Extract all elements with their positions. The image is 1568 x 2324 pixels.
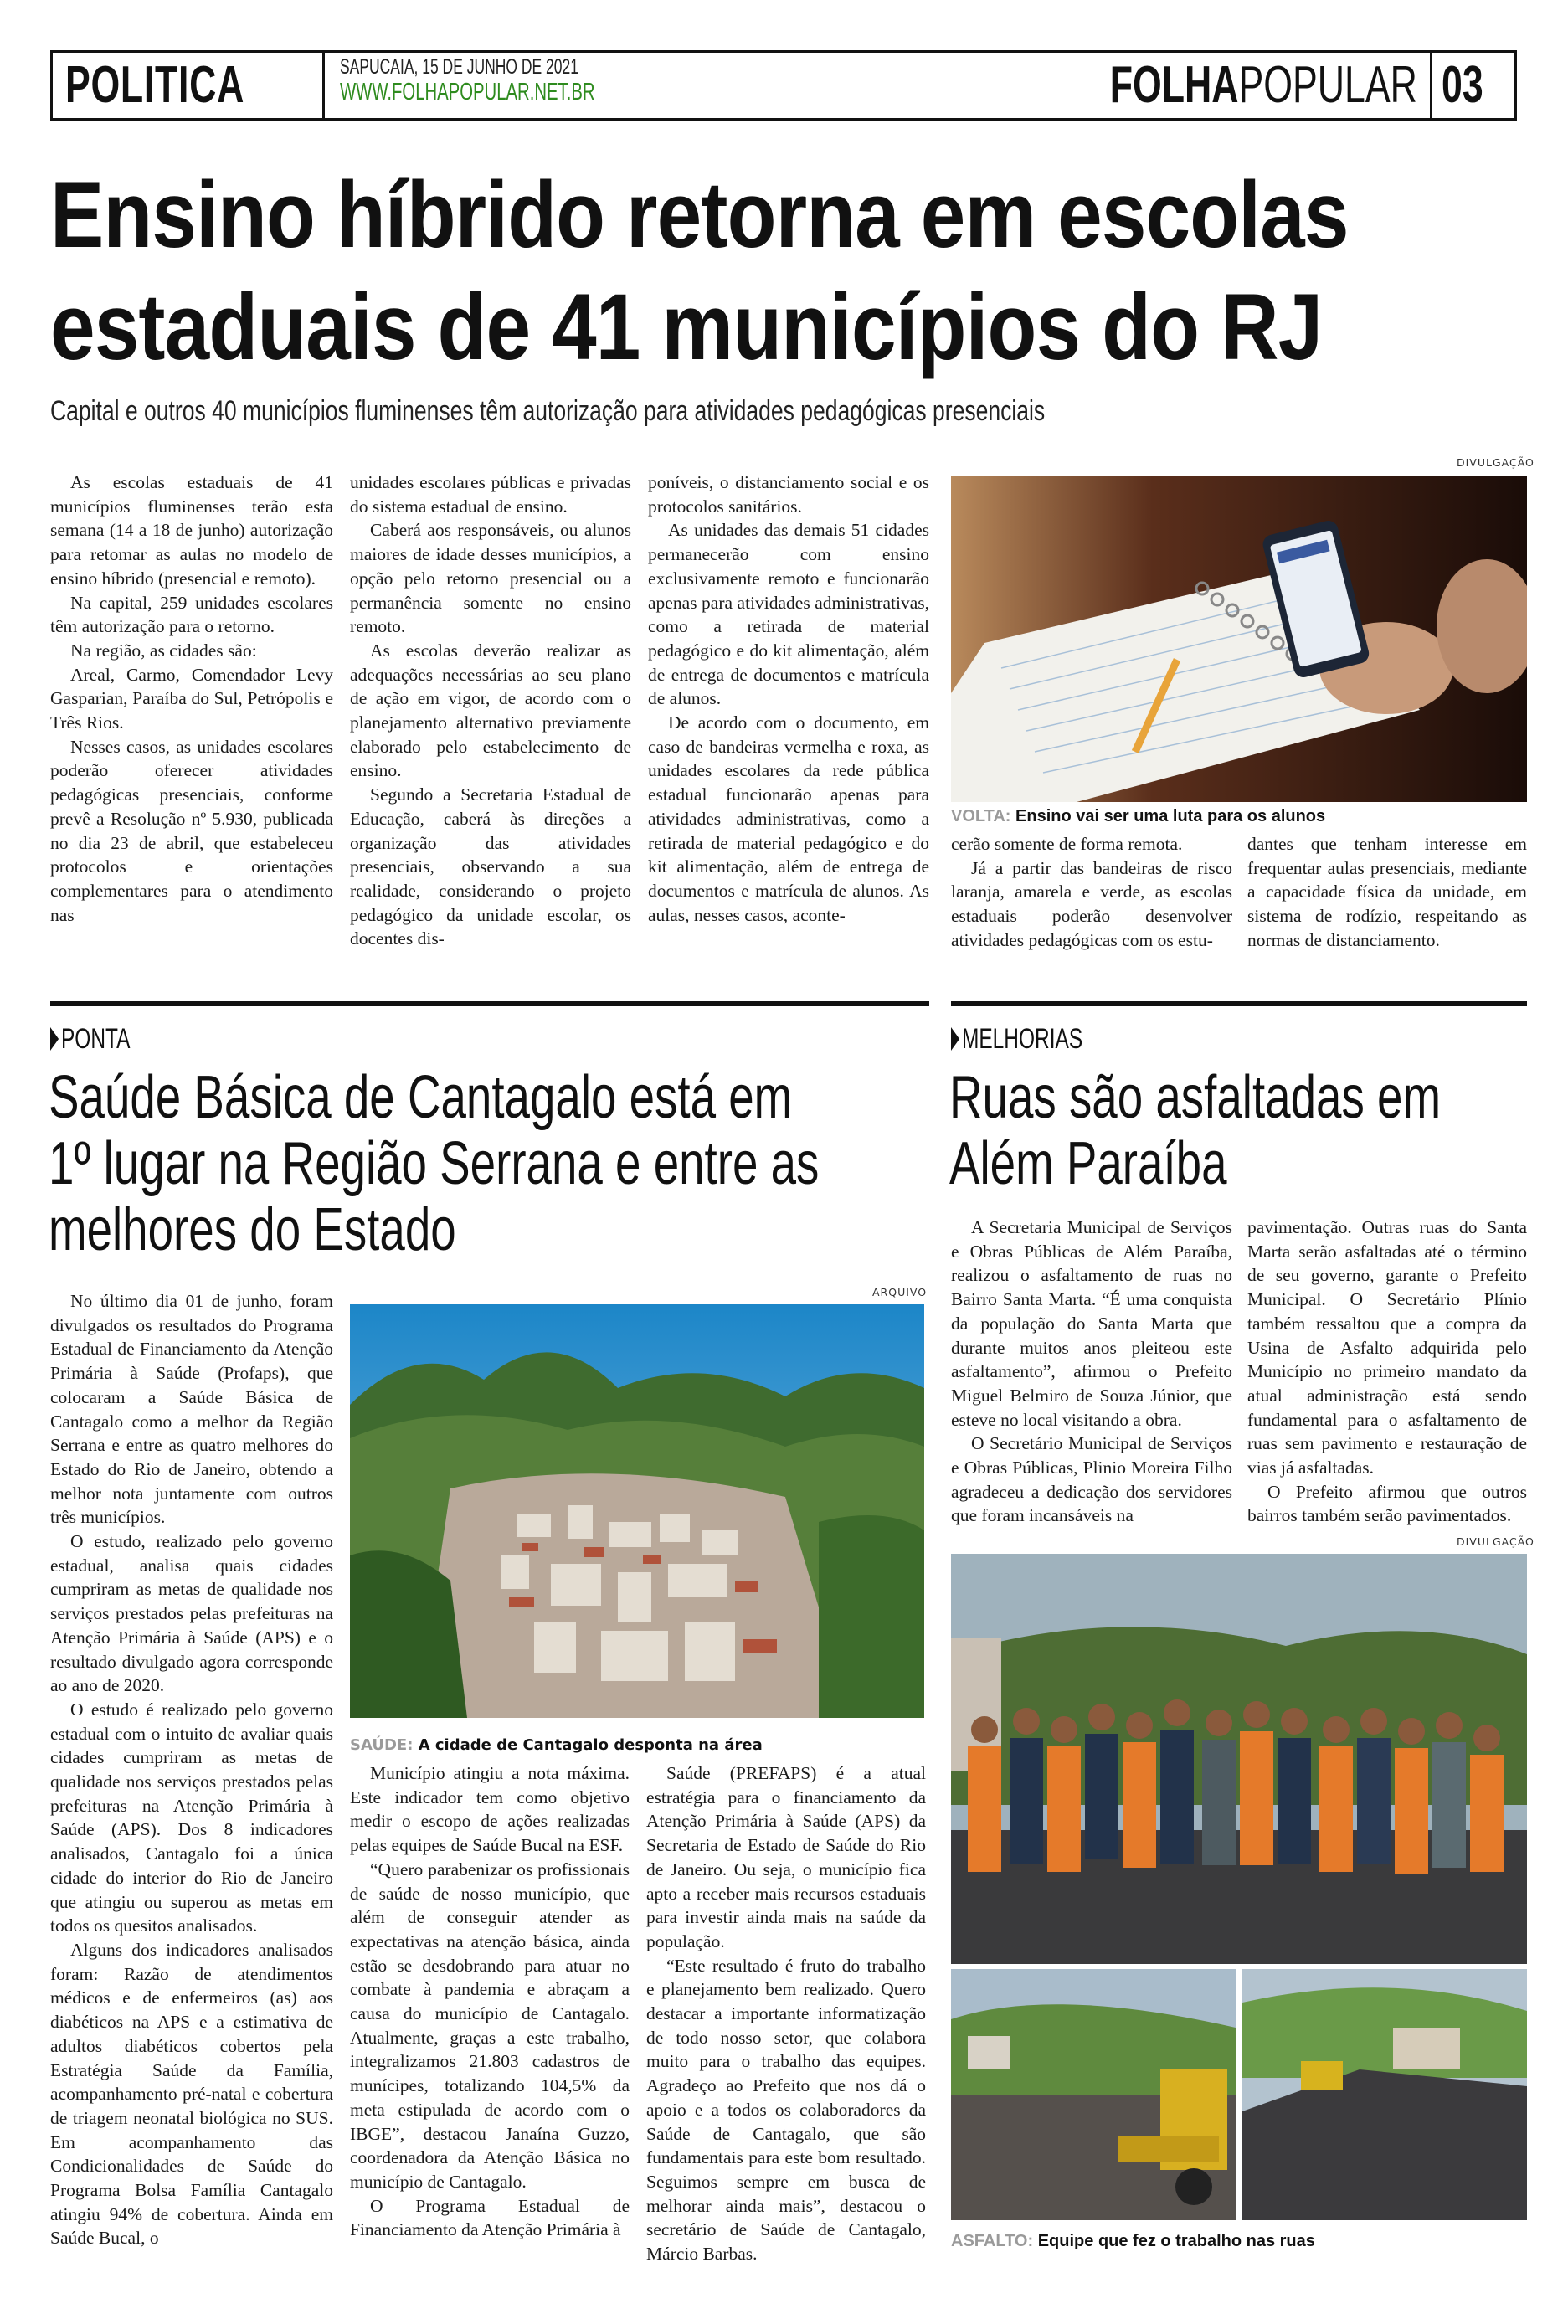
caption-text: Ensino vai ser uma luta para os alunos xyxy=(1015,807,1326,825)
triangle-icon xyxy=(50,1027,59,1051)
paragraph: “Este resultado é fruto do trabalho e planejamento bem realizado. Quero destacar a importante informatização de todo nosso setor, que colabora muito para o trabalho das equipes. Agradeço ao Prefeito que nos dá o apoio e a todos os colaboradores da Saúde de Cantagalo, que são fundamentais para este bom resultado. Seguimos sempre em busca de melhorar ainda mais”, destacou o secretário de Saúde de Cantagalo, Márcio Barbas. xyxy=(646,1955,926,2265)
masthead-url[interactable]: WWW.FOLHAPOPULAR.NET.BR xyxy=(340,79,595,105)
melhorias-photo-caption xyxy=(951,2232,1315,2251)
paragraph: O Secretário Municipal de Serviços e Obras Públicas, Plinio Moreira Filho agradeceu a dedicação dos servidores que foram incansáveis na xyxy=(951,1433,1232,1526)
paragraph: dantes que tenham interesse em frequentar aulas presenciais, mediante a capacidade física da unidade, em sistema de rodízio, respeitando as normas de distanciamento. xyxy=(1247,834,1527,950)
lead-headline-line: Ensino híbrido retorna em escolas xyxy=(50,162,1349,267)
kicker-ponta xyxy=(50,1023,130,1056)
lead-headline xyxy=(50,159,1349,383)
paragraph: Na capital, 259 unidades escolares têm autorização para o retorno. xyxy=(50,592,333,637)
paragraph: Caberá aos responsáveis, ou alunos maiores de idade desses municípios, a opção pelo retorno presencial ou a permanência somente no ensino remoto. xyxy=(350,520,631,637)
paragraph: poníveis, o distanciamento social e os protocolos sanitários. xyxy=(648,472,929,517)
paragraph: Segundo a Secretaria Estadual de Educação, caberá às direções a organização das atividades presenciais, observando a sua realidade, considerando o projeto pedagógico da unidade escolar, os docentes dis- xyxy=(350,784,631,949)
paragraph: De acordo com o documento, em caso de bandeiras vermelha e roxa, as unidades escolares da rede pública estadual funcionarão apenas para atividades administrativas, como a retirada de material pedagógico e do kit alimentação, além de entrega de documentos e matrícula de alunos. As aulas, nesses casos, aconte- xyxy=(648,712,929,925)
lead-column-1 xyxy=(50,470,333,927)
melhorias-column-1 xyxy=(951,1216,1232,1528)
paragraph: As unidades das demais 51 cidades permanecerão com ensino exclusivamente remoto e funcionarão apenas para atividades administrativas, como a retirada de material pedagógico e do kit alimentação, além de entrega de documentos e matrícula de alunos. xyxy=(648,520,929,709)
grader-machine-photo xyxy=(951,1969,1236,2220)
lead-photo-caption xyxy=(951,807,1325,826)
aerial-city-photo xyxy=(350,1304,924,1718)
paragraph: Saúde (PREFAPS) é a atual estratégia para o financiamento da Atenção Primária à Saúde (APS) da Secretaria de Estado de Saúde do Rio de Janeiro. Ou seja, o município fica apto a receber mais recursos estaduais para investir ainda mais na saúde da população. xyxy=(646,1763,926,1951)
paragraph: O estudo é realizado pelo governo estadual com o intuito de avaliar quais cidades cumpriram as metas de qualidade nos serviços prestados pelas prefeituras na Atenção Primária à Saúde (APS). Dos 8 indicadores analisados, Cantagalo foi a única cidade do interior do Rio de Janeiro que atingiu ou superou as metas em todos os quesitos analisados. xyxy=(50,1699,333,1936)
section-name: POLITICA xyxy=(65,56,245,114)
caption-text: Equipe que fez o trabalho nas ruas xyxy=(1037,2232,1315,2250)
melhorias-column-2 xyxy=(1247,1216,1527,1528)
paragraph: unidades escolares públicas e privadas do sistema estadual de ensino. xyxy=(350,472,631,517)
paragraph: O estudo, realizado pelo governo estadual, analisa quais cidades cumpriram as metas de qualidade nos serviços prestados pelas prefeituras na Atenção Primária à Saúde (APS) e o resultado divulgado agora corresponde ao ano de 2020. xyxy=(50,1531,333,1696)
headline-line: Ruas são asfaltadas em xyxy=(949,1064,1442,1131)
paragraph: Já a partir das bandeiras de risco laranja, amarela e verde, as escolas estaduais poderão desenvolver atividades pedagógicas com os estu- xyxy=(951,857,1232,950)
paragraph: cerão somente de forma remota. xyxy=(951,834,1183,854)
masthead-date: SAPUCAIA, 15 DE JUNHO DE 2021 xyxy=(340,55,578,79)
masthead-divider xyxy=(322,50,325,121)
logo-bold: FOLHA xyxy=(1109,56,1239,114)
paragraph: Areal, Carmo, Comendador Levy Gasparian, Paraíba do Sul, Petrópolis e Três Rios. xyxy=(50,664,333,733)
paragraph: Nesses casos, as unidades escolares poderão oferecer atividades pedagógicas presenciais, conforme prevê a Resolução nº 5.930, publicada no dia 23 de abril, que estabeleceu protocolos e orientações complementares para o atendimento nas xyxy=(50,736,333,925)
paragraph: pavimentação. Outras ruas do Santa Marta serão asfaltadas até o término de seu governo, garante o Prefeito Municipal. O Secretário Plínio também ressaltou que a compra da Usina de Asfalto adquirida pelo Município no primeiro mandato da atual administração está sendo fundamental para o asfaltamento de ruas sem pavimento e restauração de vias já asfaltadas. xyxy=(1247,1217,1527,1478)
kicker-text: PONTA xyxy=(60,1023,131,1055)
logo-light: POPULAR xyxy=(1238,56,1417,114)
caption-tag: SAÚDE: xyxy=(350,1736,414,1754)
paragraph: As escolas estaduais de 41 municípios fluminenses terão esta semana (14 a 18 de junho) autorização para retomar as aulas no modelo de ensino híbrido (presencial e remoto). xyxy=(50,472,333,589)
kicker-text: MELHORIAS xyxy=(961,1023,1083,1055)
ponta-headline xyxy=(49,1065,819,1263)
headline-line: melhores do Estado xyxy=(49,1196,456,1263)
paragraph: Na região, as cidades são: xyxy=(70,640,257,661)
phone-notebook-photo xyxy=(951,476,1527,802)
lead-column-5 xyxy=(1247,832,1527,953)
lead-column-2 xyxy=(350,470,631,951)
paragraph: O Prefeito afirmou que outros bairros também serão pavimentados. xyxy=(1247,1481,1527,1526)
photo-credit: DIVULGAÇÃO xyxy=(1457,456,1535,469)
ponta-column-2 xyxy=(350,1761,630,2242)
lead-photo xyxy=(951,476,1527,802)
paragraph: O Programa Estadual de Financiamento da Atenção Primária à xyxy=(350,2195,630,2240)
ponta-column-1 xyxy=(50,1289,333,2250)
melhorias-photo-machine xyxy=(951,1969,1236,2220)
ponta-photo xyxy=(350,1304,924,1718)
section-rule xyxy=(50,1001,929,1006)
melhorias-photo-road xyxy=(1242,1969,1527,2220)
work-team-photo xyxy=(951,1554,1527,1964)
lead-subheadline: Capital e outros 40 municípios fluminenses têm autorização para atividades pedagógicas presenciais xyxy=(50,395,1046,427)
paved-road-photo xyxy=(1242,1969,1527,2220)
section-rule xyxy=(951,1001,1527,1006)
kicker-melhorias xyxy=(951,1023,1082,1056)
melhorias-photo-team xyxy=(951,1554,1527,1964)
lead-headline-line: estaduais de 41 municípios do RJ xyxy=(50,275,1323,379)
paragraph: No último dia 01 de junho, foram divulgados os resultados do Programa Estadual de Financiamento da Atenção Primária à Saúde (Profaps), que colocaram a Saúde Básica de Cantagalo como a melhor da Região Serrana e entre as quatro melhores do Estado do Rio de Janeiro, obtendo a melhor nota juntamente com outros três municípios. xyxy=(50,1291,333,1528)
paragraph: Município atingiu a nota máxima. Este indicador tem como objetivo medir o escopo de ações realizadas pelas equipes de Saúde Bucal na ESF. xyxy=(350,1763,630,1856)
ponta-column-3 xyxy=(646,1761,926,2266)
headline-line: Além Paraíba xyxy=(949,1130,1227,1197)
page-number: 03 xyxy=(1442,56,1483,114)
lead-column-3 xyxy=(648,470,929,927)
triangle-icon xyxy=(951,1027,959,1051)
newspaper-logo xyxy=(1110,52,1417,119)
photo-credit: DIVULGAÇÃO xyxy=(1457,1535,1535,1548)
paragraph: A Secretaria Municipal de Serviços e Obras Públicas de Além Paraíba, realizou o asfaltamento de ruas no Bairro Santa Marta. “É uma conquista da população do Santa Marta que durante muitos anos pleiteou este asfaltamento”, afirmou o Prefeito Miguel Belmiro de Souza Júnior, que esteve no local visitando a obra. xyxy=(951,1217,1232,1430)
photo-credit: ARQUIVO xyxy=(872,1286,928,1298)
caption-tag: ASFALTO: xyxy=(951,2232,1034,2250)
headline-line: 1º lugar na Região Serrana e entre as xyxy=(49,1130,820,1197)
paragraph: “Quero parabenizar os profissionais de saúde de nosso município, que além de conseguir atender as expectativas na atenção básica, ainda estão se desdobrando para atuar no combate à pandemia e abraçam a causa do município de Cantagalo. Atualmente, graças a este trabalho, integralizamos 21.803 cadastros de munícipes, totalizando 104,5% da meta estipulada de acordo com o IBGE”, destacou Janaína Guzzo, coordenadora da Atenção Básica no município de Cantagalo. xyxy=(350,1859,630,2192)
caption-tag: VOLTA: xyxy=(951,807,1011,825)
paragraph: As escolas deverão realizar as adequações necessárias ao seu plano de ação em vigor, de acordo com o planejamento alternativo previamente elaborado pelo estabelecimento de ensino. xyxy=(350,640,631,781)
melhorias-headline xyxy=(949,1065,1441,1197)
masthead-divider xyxy=(1430,50,1432,121)
headline-line: Saúde Básica de Cantagalo está em xyxy=(49,1064,793,1131)
caption-text: A cidade de Cantagalo desponta na área xyxy=(418,1736,763,1754)
paragraph: Alguns dos indicadores analisados foram: Razão de atendimentos médicos e de enfermeiros (as) aos diabéticos na APS e a estimativa de adultos diabéticos cobertos pela Estratégia Saúde da Família, acompanhamento pré-natal e cobertura de triagem neonatal biológica no SUS. Em acompanhamento das Condicionalidades de Saúde do Programa Bolsa Família Cantagalo atingiu 94% de cobertura. Ainda em Saúde Bucal, o xyxy=(50,1939,333,2249)
lead-column-4 xyxy=(951,832,1232,953)
ponta-photo-caption xyxy=(350,1736,763,1754)
